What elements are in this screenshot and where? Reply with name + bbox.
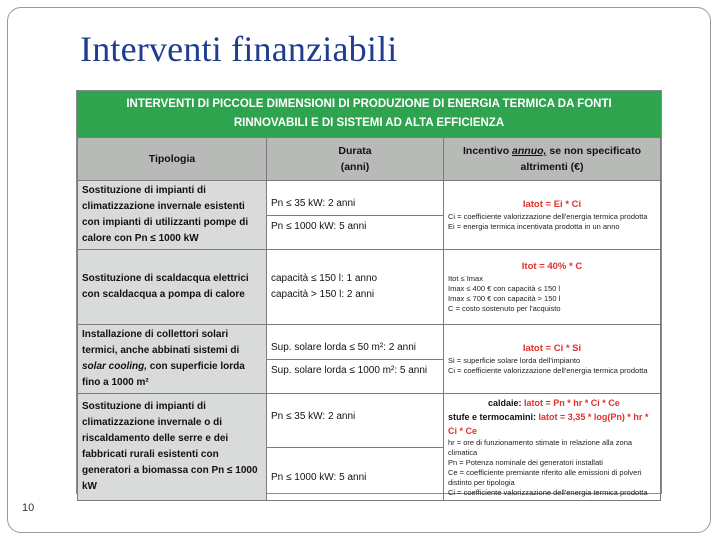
row-tipologia: Sostituzione di impianti di climatizzazione invernale esistenti con impianti di utilizzanti pompe di calore con Pn ≤ 1000 kW <box>78 181 267 250</box>
table-header-row <box>78 138 661 181</box>
row-incentivo <box>444 394 661 501</box>
formula-label: caldaie: <box>488 398 522 408</box>
table-banner <box>77 91 661 137</box>
table-grid <box>77 137 661 501</box>
col-header-durata <box>267 138 444 181</box>
row-durata <box>267 181 444 250</box>
table-row <box>78 394 661 501</box>
banner-line-1: INTERVENTI DI PICCOLE DIMENSIONI DI PRODUZIONE DI ENERGIA TERMICA DA FONTI <box>126 98 612 110</box>
formula-note: Ci = coefficiente valorizzazione dell'energia termica prodotta <box>448 212 648 221</box>
tipologia-text-b: solar cooling, <box>82 361 148 372</box>
incentive-formula: Iatot = Ei * Ci <box>522 199 582 210</box>
durata-value: Pn ≤ 1000 kW: 5 anni <box>267 215 443 238</box>
incentives-table <box>76 90 662 497</box>
formula-text: Iatot = 3,35 * log(Pn) * hr * Ci * Ce <box>448 412 649 436</box>
row-tipologia: Sostituzione di impianti di climatizzazione invernale o di riscaldamento delle serre e dei fabbricati rurali esistenti con generatori a biomassa con Pn ≤ 1000 kW <box>78 394 267 501</box>
formula-note: Ei = energia termica incentivata prodotta in un anno <box>448 222 620 231</box>
incentivo-line-2: altrimenti (€) <box>520 161 584 173</box>
table-row <box>78 325 661 394</box>
table-row <box>78 250 661 325</box>
row-incentivo <box>444 250 661 325</box>
incentive-formula <box>448 396 656 410</box>
durata-value: Sup. solare lorda ≤ 50 m²: 2 anni <box>271 341 417 353</box>
formula-label: stufe e termocamini: <box>448 412 537 422</box>
incentivo-text-a: Incentivo <box>463 145 513 157</box>
formula-note: Ci = coefficiente valorizzazione dell'energia termica prodotta <box>448 366 648 375</box>
incentive-formula: Itot = 40% * C <box>521 261 583 272</box>
formula-note: C = costo sostenuto per l'acquisto <box>448 304 561 313</box>
formula-note: Ci = coefficiente valorizzazione dell'energia termica prodotta <box>448 488 648 497</box>
row-incentivo <box>444 325 661 394</box>
formula-note: Imax ≤ 700 € con capacità > 150 l <box>448 294 561 303</box>
formula-note: hr = ore di funzionamento stimate in relazione alla zona climatica <box>448 438 633 457</box>
page-number: 10 <box>22 502 35 514</box>
row-tipologia <box>78 325 267 394</box>
durata-value: capacità ≤ 150 l: 1 anno <box>271 273 378 284</box>
durata-value: capacità > 150 l: 2 anni <box>271 289 375 300</box>
incentive-formula <box>448 410 656 438</box>
durata-value: Pn ≤ 35 kW: 2 anni <box>271 197 356 209</box>
slide-title: Interventi finanziabili <box>80 29 398 69</box>
formula-note: Itot ≤ Imax <box>448 274 483 283</box>
formula-text: Iatot = Pn * hr * Ci * Ce <box>524 398 620 408</box>
durata-line-2: (anni) <box>340 161 370 173</box>
incentive-formula: Iatot = Ci * Si <box>522 343 582 354</box>
durata-line-1: Durata <box>338 145 372 157</box>
durata-value: Pn ≤ 1000 kW: 5 anni <box>267 447 443 489</box>
row-incentivo <box>444 181 661 250</box>
formula-note: Imax ≤ 400 € con capacità ≤ 150 l <box>448 284 561 293</box>
formula-note: Ce = coefficiente premiante riferito alle emissioni di polveri distinto per tipologia <box>448 468 642 487</box>
formula-note: Pn = Potenza nominale dei generatori installati <box>448 458 603 467</box>
row-durata <box>267 325 444 394</box>
durata-value: Pn ≤ 35 kW: 2 anni <box>271 410 356 422</box>
col-header-tipologia: Tipologia <box>78 138 267 181</box>
durata-value: Sup. solare lorda ≤ 1000 m²: 5 anni <box>267 359 443 382</box>
row-durata <box>267 394 444 501</box>
tipologia-text-c: con superficie lorda fino a 1000 m² <box>82 361 245 388</box>
incentivo-text-c: se non specificato <box>546 145 641 157</box>
banner-line-2: RINNOVABILI E DI SISTEMI AD ALTA EFFICIENZA <box>233 117 505 129</box>
row-tipologia: Sostituzione di scaldacqua elettrici con scaldacqua a pompa di calore <box>78 250 267 325</box>
formula-note: Si = superficie solare lorda dell'impianto <box>448 356 581 365</box>
table-row <box>78 181 661 250</box>
tipologia-text-a: Installazione di collettori solari termici, anche abbinati sistemi di <box>82 329 240 356</box>
col-header-incentivo <box>444 138 661 181</box>
incentivo-text-b: annuo, <box>512 145 547 157</box>
row-durata <box>267 250 444 325</box>
